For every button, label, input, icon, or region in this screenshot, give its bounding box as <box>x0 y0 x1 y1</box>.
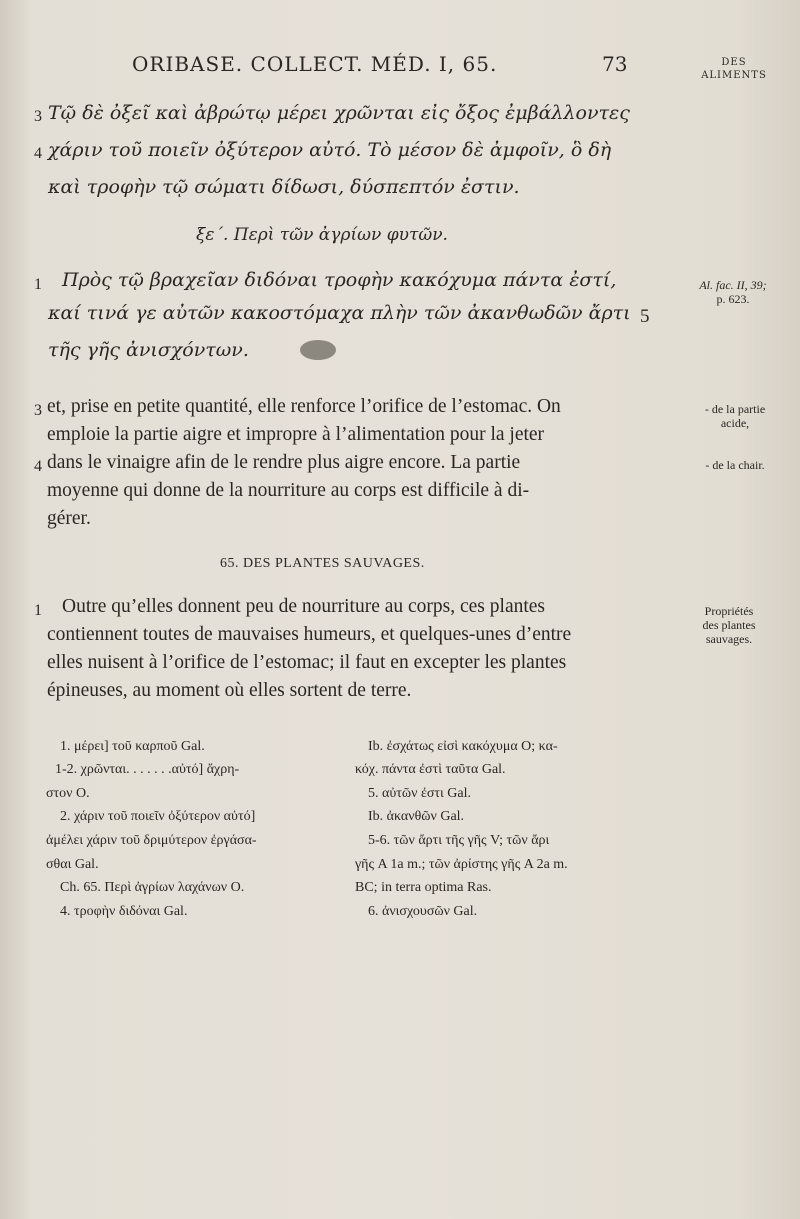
french-chapter-title: 65. DES PLANTES SAUVAGES. <box>220 556 425 571</box>
line-number-right: 5 <box>640 306 650 327</box>
french-line: moyenne qui donne de la nourriture au corps est difficile à di- <box>47 480 530 501</box>
footnote-line: 2. χάριν τοῦ ποιεῖν ὀξύτερον αὐτό] <box>60 809 256 824</box>
side-reference-line: p. 623. <box>716 292 750 306</box>
footnote-line: σθαι Gal. <box>46 857 99 872</box>
line-number: 1 <box>34 276 42 293</box>
footnote-line: 5-6. τῶν ἄρτι τῆς γῆς V; τῶν ἄρι <box>368 833 550 848</box>
running-header: ORIBASE. COLLECT. MÉD. I, 65. <box>132 52 498 76</box>
footnote-line: 5. αὐτῶν ἐστι Gal. <box>368 786 471 801</box>
ink-smudge <box>300 340 336 360</box>
french-line: et, prise en petite quantité, elle renforce l’orifice de l’estomac. On <box>47 396 561 417</box>
footnote-line: Ch. 65. Περὶ ἀγρίων λαχάνων O. <box>60 880 245 895</box>
footnote-line: 4. τροφὴν διδόναι Gal. <box>60 904 188 919</box>
greek-line: Πρὸς τῷ βραχεῖαν διδόναι τροφὴν κακόχυμα πάντα ἐστί, <box>62 269 617 291</box>
greek-chapter-title: ξε΄. Περὶ τῶν ἀγρίων φυτῶν. <box>196 225 448 245</box>
french-line: elles nuisent à l’orifice de l’estomac; il faut en excepter les plantes <box>47 652 567 673</box>
greek-line: τῆς γῆς ἀνισχόντων. <box>48 339 249 361</box>
footnote-line: κόχ. πάντα ἐστὶ ταῦτα Gal. <box>355 762 506 777</box>
footnote-line: Ib. ἐσχάτως εἰσὶ κακόχυμα O; κα- <box>368 739 558 754</box>
footnote-line: 1-2. χρῶνται. . . . . . .αὐτό] ἄχρη- <box>55 762 240 777</box>
side-note-line: des plantes <box>702 618 756 632</box>
footnote-line: γῆς A 1a m.; τῶν ἀρίστης γῆς A 2a m. <box>355 857 568 872</box>
side-note-line: sauvages. <box>705 632 753 646</box>
greek-line: καὶ τροφὴν τῷ σώματι δίδωσι, δύσπεπτόν ἐστιν. <box>48 176 520 198</box>
side-note-line: acide, <box>720 416 750 430</box>
greek-line: χάριν τοῦ ποιεῖν ὀξύτερον αὐτό. Τὸ μέσον δὲ ἀμφοῖν, ὃ δὴ <box>48 139 612 161</box>
side-note <box>690 402 780 430</box>
french-line: épineuses, au moment où elles sortent de terre. <box>47 680 412 701</box>
side-note: - de la chair. <box>705 458 765 472</box>
margin-heading <box>694 56 774 82</box>
footnote-line: Ib. ἀκανθῶν Gal. <box>368 809 465 824</box>
footnote-line: ἀμέλει χάριν τοῦ δριμύτερον ἐργάσα- <box>46 833 257 848</box>
margin-heading-line: DES <box>721 57 747 68</box>
greek-line: Τῷ δὲ ὀξεῖ καὶ ἀβρώτῳ μέρει χρῶνται εἰς ὄξος ἐμβάλλοντες <box>48 102 630 124</box>
side-reference <box>688 278 778 306</box>
line-number: 3 <box>34 402 42 419</box>
side-note-line: - de la partie <box>704 402 766 416</box>
footnote-line: στον O. <box>46 786 90 801</box>
french-line: contiennent toutes de mauvaises humeurs, et quelques-unes d’entre <box>47 624 572 645</box>
side-reference-line: Al. fac. II, 39; <box>699 278 767 292</box>
french-line: gérer. <box>47 508 91 529</box>
line-number: 4 <box>34 145 42 162</box>
greek-line: καί τινά γε αὐτῶν κακοστόμαχα πλὴν τῶν ἀκανθωδῶν ἄρτι <box>48 302 631 324</box>
french-line: emploie la partie aigre et impropre à l’alimentation pour la jeter <box>47 424 545 445</box>
footnote-line: BC; in terra optima Ras. <box>355 880 492 895</box>
page-number: 73 <box>602 52 628 76</box>
french-line: dans le vinaigre afin de le rendre plus aigre encore. La partie <box>47 452 521 473</box>
side-note-line: Propriétés <box>704 604 754 618</box>
french-line: Outre qu’elles donnent peu de nourriture au corps, ces plantes <box>62 596 546 617</box>
margin-heading-line: ALIMENTS <box>701 70 767 81</box>
footnote-line: 1. μέρει] τοῦ καρποῦ Gal. <box>60 739 205 754</box>
line-number: 1 <box>34 602 42 619</box>
line-number: 3 <box>34 108 42 125</box>
footnote-line: 6. ἀνισχουσῶν Gal. <box>368 904 478 919</box>
line-number: 4 <box>34 458 42 475</box>
side-note <box>684 604 774 646</box>
